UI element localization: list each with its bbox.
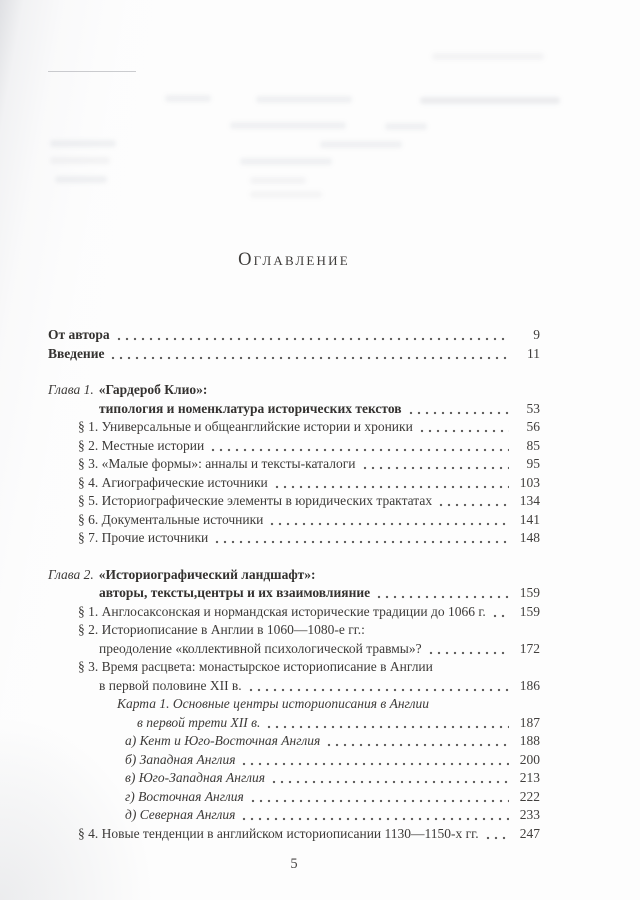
toc-entry-page-number: 148	[519, 530, 540, 545]
toc-entry-page-number: 187	[519, 714, 540, 730]
toc-entry	[48, 677, 540, 696]
toc-entry-label: типология и номенклатура исторических текстов	[99, 400, 402, 416]
toc-entry-page-number: 213	[519, 770, 540, 785]
toc-entry	[48, 511, 540, 530]
toc-entry-page-number: 222	[519, 788, 540, 804]
toc-entry	[48, 455, 540, 474]
bleed-through-artifact	[432, 53, 544, 60]
toc-entry	[48, 806, 540, 825]
toc-entry-label: а) Кент и Юго-Восточная Англия	[125, 733, 321, 748]
toc-entry	[48, 769, 540, 788]
toc-entry-label: § 4. Агиографические источники	[78, 474, 268, 490]
toc-entry	[48, 345, 540, 364]
toc-entry	[48, 640, 540, 659]
toc-entry-label: § 7. Прочие источники	[78, 530, 209, 545]
toc-entry-label: авторы, тексты,центры и их взаимовлияние	[99, 585, 371, 600]
toc-entry-label: Карта 1. Основные центры историописания в Англии	[117, 696, 430, 711]
dot-leader	[325, 743, 509, 747]
toc-entry	[48, 658, 540, 677]
toc-entry-label: § 4. Новые тенденции в английском историописании 1130—1150-х гг.	[78, 825, 479, 841]
toc-chapter-prefix: Глава 1.	[48, 382, 94, 397]
toc-entry-page-number: 233	[519, 807, 540, 822]
toc-entry-label: § 3. Время расцвета: монастырское историописание в Англии	[78, 659, 433, 674]
dot-leader	[418, 429, 509, 433]
bleed-through-artifact	[250, 191, 322, 198]
toc-entry	[48, 566, 540, 585]
dot-leader	[249, 799, 509, 803]
bleed-through-artifact	[50, 140, 116, 147]
page-number: 5	[290, 856, 298, 872]
toc-entry-label: § 2. Местные истории	[78, 437, 205, 453]
dot-leader	[270, 780, 509, 784]
bleed-through-artifact	[420, 97, 560, 104]
page-title: ОГЛАВЛЕНИЕ	[238, 250, 350, 270]
dot-leader	[213, 540, 509, 544]
toc-entry-page-number: 56	[526, 419, 540, 434]
dot-leader	[375, 595, 509, 599]
toc-entry-label: преодоление «коллективной психологической травмы»?	[99, 640, 422, 656]
dot-leader	[240, 762, 509, 766]
toc-list	[48, 326, 540, 843]
dot-leader	[109, 356, 509, 360]
toc-entry-page-number: 9	[533, 327, 540, 342]
toc-entry	[48, 603, 540, 622]
toc-entry	[48, 381, 540, 400]
toc-entry-label: «Гардероб Клио»:	[98, 382, 208, 397]
toc-entry	[48, 788, 540, 807]
toc-entry-page-number: 172	[519, 640, 540, 656]
toc-entry-page-number: 159	[519, 603, 540, 619]
toc-entry-page-number: 53	[526, 400, 540, 416]
dot-leader	[491, 614, 509, 618]
toc-entry-label: От автора	[48, 327, 110, 342]
toc-entry-label: в первой половине XII в.	[99, 677, 242, 693]
toc-entry	[48, 732, 540, 751]
bleed-through-artifact	[50, 157, 110, 164]
toc-entry	[48, 621, 540, 640]
bleed-through-artifact	[385, 123, 427, 130]
toc-entry-label: д) Северная Англия	[125, 807, 236, 822]
toc-entry-label: § 5. Историографические элементы в юридических трактатах	[78, 493, 433, 508]
toc-entry-label: в первой трети XII в.	[137, 714, 261, 730]
toc-entry	[48, 584, 540, 603]
dot-leader	[115, 337, 509, 341]
toc-entry-label: г) Восточная Англия	[125, 788, 244, 804]
dot-leader	[273, 485, 509, 489]
bleed-through-artifact	[320, 141, 402, 148]
toc-entry-label: § 3. «Малые формы»: анналы и тексты-каталоги	[78, 456, 356, 471]
toc-entry-page-number: 134	[519, 493, 540, 508]
bleed-through-artifact	[240, 158, 332, 165]
dot-leader	[268, 522, 509, 526]
toc-entry-page-number: 200	[519, 751, 540, 767]
dot-leader	[240, 817, 509, 821]
toc-entry-page-number: 11	[527, 345, 540, 361]
bleed-through-artifact	[250, 177, 306, 184]
dot-leader	[484, 836, 509, 840]
toc-entry-page-number: 188	[519, 733, 540, 748]
toc-entry	[48, 529, 540, 548]
toc-entry-label: § 2. Историописание в Англии в 1060—1080-е гг.:	[78, 622, 365, 637]
bleed-through-artifact	[230, 122, 346, 129]
toc-entry	[48, 825, 540, 844]
bleed-through-artifact	[55, 176, 107, 183]
toc-entry	[48, 400, 540, 419]
dot-leader	[209, 448, 509, 452]
toc-entry	[48, 437, 540, 456]
dot-leader	[361, 466, 509, 470]
dot-leader	[247, 688, 509, 692]
toc-entry-page-number: 186	[519, 677, 540, 693]
toc-entry-label: б) Западная Англия	[125, 751, 236, 767]
toc-entry-page-number: 141	[519, 511, 540, 527]
toc-entry-label: § 1. Англосаксонская и нормандская исторические традиции до 1066 г.	[78, 603, 486, 619]
toc-entry-label: в) Юго-Западная Англия	[125, 770, 265, 785]
dot-leader	[437, 503, 509, 507]
toc-entry-label: § 6. Документальные источники	[78, 511, 264, 527]
toc-entry	[48, 714, 540, 733]
toc-entry-page-number: 103	[519, 474, 540, 490]
toc-entry	[48, 474, 540, 493]
toc-entry-label: «Историографический ландшафт»:	[98, 566, 316, 582]
toc-entry-page-number: 85	[526, 437, 540, 453]
toc-entry	[48, 751, 540, 770]
toc-entry	[48, 326, 540, 345]
toc-entry-page-number: 159	[519, 585, 540, 600]
dot-leader	[265, 725, 509, 729]
bleed-through-rule-artifact	[48, 71, 136, 72]
toc-entry-label: § 1. Универсальные и общеанглийские истории и хроники	[78, 419, 413, 434]
toc-entry	[48, 418, 540, 437]
toc-entry-label: Введение	[48, 345, 105, 361]
toc-chapter-prefix: Глава 2.	[48, 566, 94, 582]
dot-leader	[407, 411, 509, 415]
toc-entry-page-number: 95	[526, 456, 540, 471]
toc-entry	[48, 492, 540, 511]
bleed-through-artifact	[256, 96, 352, 103]
dot-leader	[427, 651, 509, 655]
toc-entry-page-number: 247	[519, 825, 540, 841]
bleed-through-artifact	[165, 95, 211, 102]
toc-entry	[48, 695, 540, 714]
